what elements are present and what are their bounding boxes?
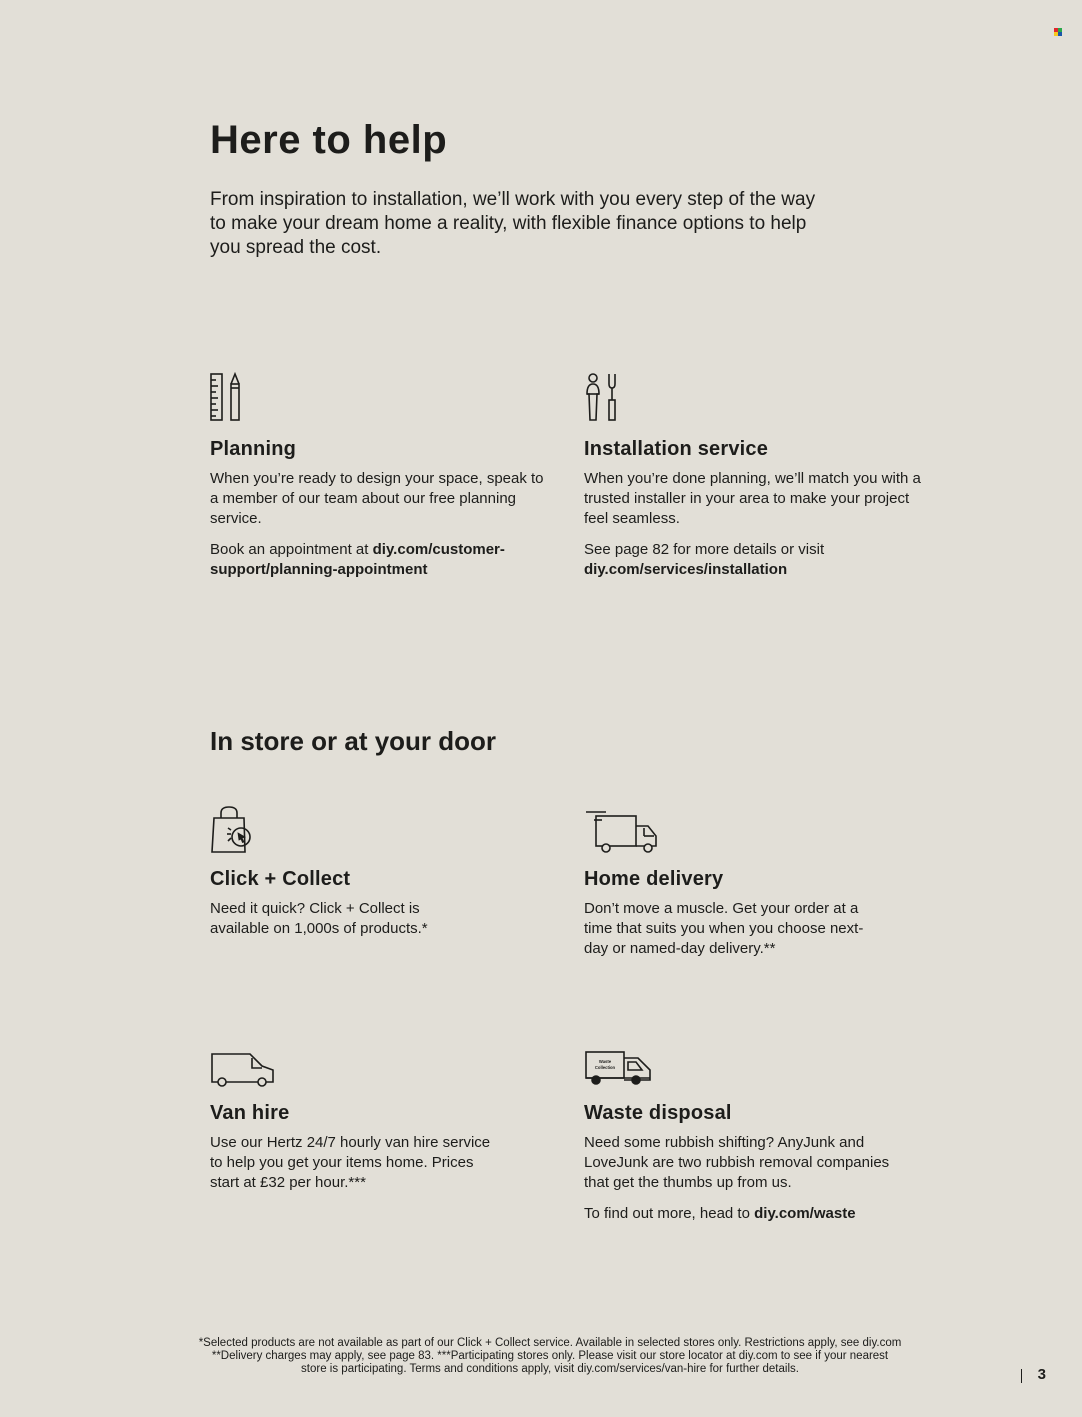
installation-link[interactable]: diy.com/services/installation [584,561,788,578]
service-link-line [210,540,550,580]
truck-label-2: Collection [594,1065,616,1070]
service-description: When you’re ready to design your space, speak to a member of our team about our free planning service. [210,470,544,527]
option-click-collect [210,804,550,939]
link-prefix: See page 82 for more details or visit [584,541,825,558]
page-number: 3 [1037,1366,1046,1383]
link-prefix: Book an appointment at [210,541,373,558]
link-prefix: To find out more, head to [584,1205,755,1222]
waste-link[interactable]: diy.com/waste [754,1205,856,1222]
color-registration-mark [1054,28,1062,36]
planning-link[interactable]: diy.com/customer-support/planning-appointment [210,541,505,578]
option-description: Need it quick? Click + Collect is available on 1,000s of products.* [210,900,428,937]
option-description: Use our Hertz 24/7 hourly van hire service to help you get your items home. Prices start at £32 per hour.*** [210,1134,491,1191]
waste-truck-icon [584,1046,924,1088]
option-waste-disposal [584,1046,924,1224]
page-title: Here to help [210,118,448,162]
van-icon [210,1046,550,1088]
footnote-line: store is participating. Terms and conditions apply, visit diy.com/services/van-hire for further details. [301,1363,799,1375]
footnote-line: *Selected products are not available as part of our Click + Collect service. Available in selected stores only. Restrictions apply, see diy.com [198,1337,902,1349]
installer-tools-icon [584,372,924,424]
option-home-delivery [584,804,924,959]
option-description: Don’t move a muscle. Get your order at a time that suits you when you choose next-day or named-day delivery.** [584,900,864,957]
shopping-bag-click-icon [210,804,550,854]
option-title: Van hire [210,1102,290,1124]
service-installation [584,372,924,580]
footnote-line: **Delivery charges may apply, see page 83. ***Participating stores only. Please visit our store locator at diy.com to see if your nearest [211,1350,889,1362]
option-title: Home delivery [584,868,724,890]
option-title: Click + Collect [210,868,351,890]
section-title: In store or at your door [210,726,497,756]
option-title: Waste disposal [584,1102,732,1124]
option-van-hire [210,1046,550,1193]
service-title: Planning [210,438,297,460]
intro-text: From inspiration to installation, we’ll work with you every step of the way to make your dream home a reality, with flexible finance options to help you spread the cost. [210,189,816,258]
delivery-truck-icon [584,804,924,854]
ruler-pencil-icon [210,372,550,424]
service-planning [210,372,550,580]
service-title: Installation service [584,438,769,460]
truck-label-1: Waste [598,1059,612,1064]
footnotes [150,1337,950,1376]
page-number-divider [1021,1369,1022,1383]
option-link-line [584,1204,924,1224]
service-description: When you’re done planning, we’ll match you with a trusted installer in your area to make your project feel seamless. [584,470,921,527]
service-link-line [584,540,924,580]
option-description: Need some rubbish shifting? AnyJunk and LoveJunk are two rubbish removal companies that get the thumbs up from us. [584,1134,890,1191]
